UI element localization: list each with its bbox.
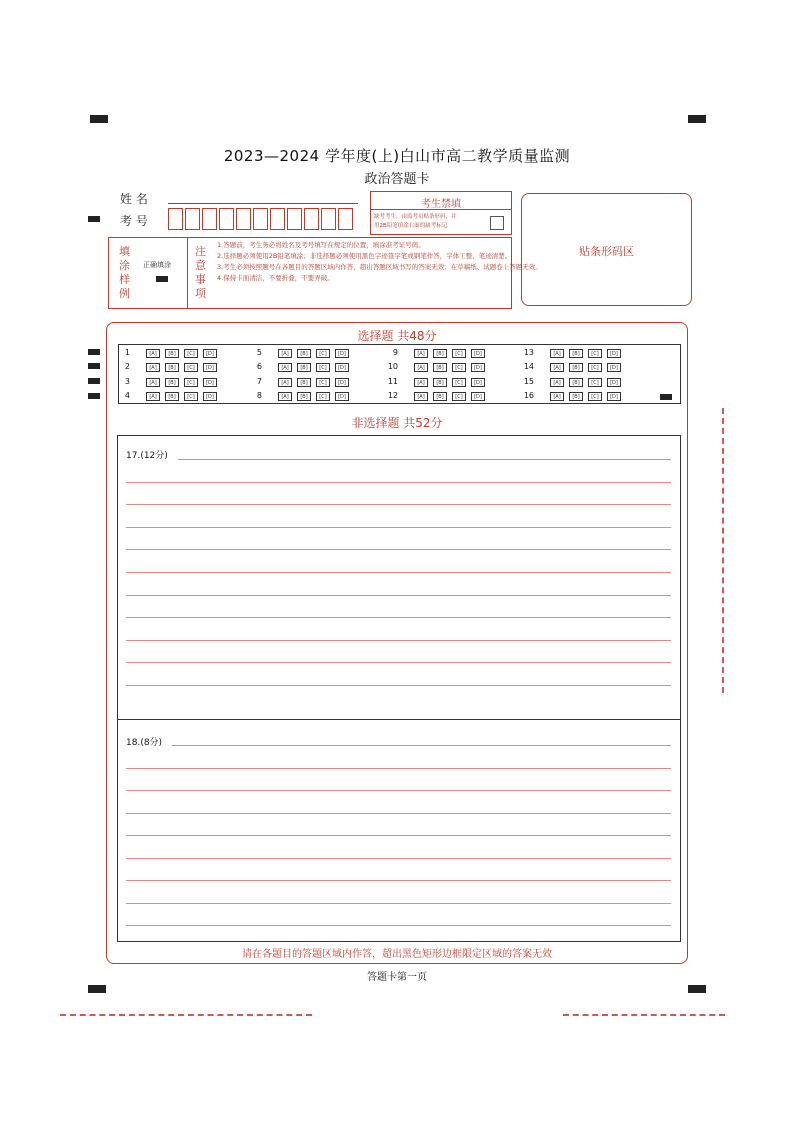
option-b-bubble[interactable]: [B] xyxy=(165,349,179,358)
question-number: 14 xyxy=(523,362,534,371)
cut-line-bottom-right xyxy=(563,1014,725,1016)
question-number: 13 xyxy=(523,348,534,357)
note-item: 1.答题前，考生务必将姓名及考号填写在规定的位置，填涂准考证号码。 xyxy=(217,241,425,249)
option-d-bubble[interactable]: [D] xyxy=(335,392,349,401)
option-b-bubble[interactable]: [B] xyxy=(297,349,311,358)
question-number: 12 xyxy=(387,391,398,400)
option-a-bubble[interactable]: [A] xyxy=(146,363,160,372)
absent-mark-box[interactable] xyxy=(490,216,504,230)
nonchoice-section-title: 非选择题 共52分 xyxy=(351,416,443,430)
question-number: 3 xyxy=(124,377,130,386)
question-number: 7 xyxy=(256,377,262,386)
answer-line xyxy=(126,572,671,573)
id-digit-box[interactable] xyxy=(338,208,353,230)
option-a-bubble[interactable]: [A] xyxy=(278,363,292,372)
option-c-bubble[interactable]: [C] xyxy=(184,363,198,372)
answer-line xyxy=(126,504,671,505)
option-d-bubble[interactable]: [D] xyxy=(471,378,485,387)
question-number: 11 xyxy=(387,377,398,386)
examiner-box xyxy=(370,191,512,235)
registration-mark-bottom-left xyxy=(88,985,106,993)
answer-line xyxy=(178,459,671,460)
choice-section-title: 选择题 共48分 xyxy=(357,329,437,343)
registration-mark-top-left xyxy=(90,115,108,123)
examiner-box-title: 考生禁填 xyxy=(421,199,461,210)
answer-line xyxy=(126,835,671,836)
name-label: 姓 名 xyxy=(120,192,148,206)
option-c-bubble[interactable]: [C] xyxy=(452,378,466,387)
option-c-bubble[interactable]: [C] xyxy=(316,349,330,358)
question-number: 1 xyxy=(124,348,130,357)
option-d-bubble[interactable]: [D] xyxy=(335,378,349,387)
barcode-area xyxy=(521,193,692,306)
option-a-bubble[interactable]: [A] xyxy=(278,349,292,358)
timing-mark xyxy=(88,363,100,369)
fill-example-label: 填涂样例 xyxy=(119,245,130,300)
notes-label: 注意事项 xyxy=(195,245,206,300)
option-a-bubble[interactable]: [A] xyxy=(146,349,160,358)
option-c-bubble[interactable]: [C] xyxy=(452,363,466,372)
option-d-bubble[interactable]: [D] xyxy=(203,349,217,358)
page-label: 答题卡第一页 xyxy=(367,972,427,983)
option-b-bubble[interactable]: [B] xyxy=(297,392,311,401)
cut-line-right xyxy=(722,408,724,693)
option-a-bubble[interactable]: [A] xyxy=(414,349,428,358)
answer-line xyxy=(126,595,671,596)
answer-line xyxy=(126,662,671,663)
answer-line xyxy=(126,685,671,686)
option-b-bubble[interactable]: [B] xyxy=(569,363,583,372)
answer-line xyxy=(126,549,671,550)
timing-mark xyxy=(88,216,100,222)
option-a-bubble[interactable]: [A] xyxy=(550,363,564,372)
id-digit-box[interactable] xyxy=(304,208,319,230)
correct-fill-mark xyxy=(156,276,168,282)
question-number: 9 xyxy=(392,348,398,357)
option-a-bubble[interactable]: [A] xyxy=(146,392,160,401)
option-c-bubble[interactable]: [C] xyxy=(184,392,198,401)
q18-answer-box[interactable] xyxy=(117,719,681,942)
option-c-bubble[interactable]: [C] xyxy=(184,349,198,358)
question-number: 8 xyxy=(256,391,262,400)
option-a-bubble[interactable]: [A] xyxy=(278,378,292,387)
note-item: 2.选择题必须使用2B铅笔填涂；非选择题必须使用黑色字迹签字笔或钢笔作答，字体工整、笔迹清楚。 xyxy=(217,252,512,260)
correct-fill-label: 正确填涂 xyxy=(143,261,171,269)
answer-line xyxy=(126,790,671,791)
option-c-bubble[interactable]: [C] xyxy=(452,392,466,401)
note-item: 3.考生必须按照题号在各题目的答题区域内作答，超出答题区域书写的答案无效；在草稿纸、试题卷上答题无效。 xyxy=(217,263,542,271)
option-c-bubble[interactable]: [C] xyxy=(588,378,602,387)
answer-line xyxy=(126,903,671,904)
option-c-bubble[interactable]: [C] xyxy=(588,363,602,372)
option-b-bubble[interactable]: [B] xyxy=(165,378,179,387)
question-number: 16 xyxy=(523,391,534,400)
timing-mark xyxy=(88,378,100,384)
option-d-bubble[interactable]: [D] xyxy=(203,392,217,401)
option-b-bubble[interactable]: [B] xyxy=(165,363,179,372)
examiner-box-text: 用2B铅笔填涂右面的缺考标记 xyxy=(374,223,448,229)
answer-line xyxy=(126,768,671,769)
option-c-bubble[interactable]: [C] xyxy=(184,378,198,387)
exam-title: 2023—2024 学年度(上)白山市高二教学质量监测 xyxy=(223,147,571,165)
option-d-bubble[interactable]: [D] xyxy=(471,392,485,401)
option-b-bubble[interactable]: [B] xyxy=(569,378,583,387)
answer-line xyxy=(126,640,671,641)
question-number: 4 xyxy=(124,391,130,400)
answer-line xyxy=(126,858,671,859)
option-d-bubble[interactable]: [D] xyxy=(335,363,349,372)
examiner-box-text: 缺考考生，由监考员贴条形码，并 xyxy=(374,214,457,220)
registration-mark-top-right xyxy=(688,115,706,123)
option-d-bubble[interactable]: [D] xyxy=(471,349,485,358)
option-c-bubble[interactable]: [C] xyxy=(316,392,330,401)
footer-warning: 请在各题目的答题区域内作答，超出黑色矩形边框限定区域的答案无效 xyxy=(242,949,552,960)
question-number: 6 xyxy=(256,362,262,371)
option-d-bubble[interactable]: [D] xyxy=(607,349,621,358)
id-label: 考 号 xyxy=(120,214,148,228)
answer-line xyxy=(126,880,671,881)
option-a-bubble[interactable]: [A] xyxy=(550,349,564,358)
id-digit-box[interactable] xyxy=(236,208,251,230)
option-d-bubble[interactable]: [D] xyxy=(203,378,217,387)
answer-line xyxy=(126,527,671,528)
option-a-bubble[interactable]: [A] xyxy=(414,378,428,387)
option-d-bubble[interactable]: [D] xyxy=(335,349,349,358)
question-number: 2 xyxy=(124,362,130,371)
notes-panel xyxy=(108,237,542,309)
id-digit-box[interactable] xyxy=(185,208,200,230)
answer-line xyxy=(126,482,671,483)
q17-label: 17.(12分) xyxy=(126,451,168,461)
option-c-bubble[interactable]: [C] xyxy=(316,363,330,372)
answer-line xyxy=(126,813,671,814)
option-d-bubble[interactable]: [D] xyxy=(607,392,621,401)
id-digit-box[interactable] xyxy=(253,208,268,230)
option-d-bubble[interactable]: [D] xyxy=(607,363,621,372)
cut-line-bottom-left xyxy=(60,1014,312,1016)
question-number: 10 xyxy=(387,362,398,371)
timing-mark xyxy=(88,393,100,399)
option-b-bubble[interactable]: [B] xyxy=(433,363,447,372)
option-b-bubble[interactable]: [B] xyxy=(297,378,311,387)
note-item: 4.保持卡面清洁，不要折叠，不要弄破。 xyxy=(217,274,334,282)
answer-line xyxy=(126,925,671,926)
option-a-bubble[interactable]: [A] xyxy=(414,392,428,401)
name-field[interactable] xyxy=(168,203,358,204)
id-digit-box[interactable] xyxy=(270,208,285,230)
option-c-bubble[interactable]: [C] xyxy=(452,349,466,358)
id-digit-box[interactable] xyxy=(202,208,217,230)
id-digit-box[interactable] xyxy=(287,208,302,230)
option-b-bubble[interactable]: [B] xyxy=(433,392,447,401)
option-c-bubble[interactable]: [C] xyxy=(588,349,602,358)
option-b-bubble[interactable]: [B] xyxy=(569,349,583,358)
id-digit-box[interactable] xyxy=(219,208,234,230)
q18-label: 18.(8分) xyxy=(126,738,163,748)
id-digit-box[interactable] xyxy=(321,208,336,230)
option-b-bubble[interactable]: [B] xyxy=(433,378,447,387)
timing-mark xyxy=(88,349,100,355)
option-c-bubble[interactable]: [C] xyxy=(588,392,602,401)
id-digit-box[interactable] xyxy=(168,208,183,230)
question-number: 5 xyxy=(256,348,262,357)
option-b-bubble[interactable]: [B] xyxy=(297,363,311,372)
option-b-bubble[interactable]: [B] xyxy=(433,349,447,358)
option-b-bubble[interactable]: [B] xyxy=(165,392,179,401)
option-c-bubble[interactable]: [C] xyxy=(316,378,330,387)
registration-mark-bottom-right xyxy=(688,985,706,993)
option-b-bubble[interactable]: [B] xyxy=(569,392,583,401)
option-a-bubble[interactable]: [A] xyxy=(550,378,564,387)
question-number: 15 xyxy=(523,377,534,386)
option-d-bubble[interactable]: [D] xyxy=(203,363,217,372)
option-d-bubble[interactable]: [D] xyxy=(607,378,621,387)
barcode-area-label: 贴条形码区 xyxy=(579,245,634,258)
card-subtitle: 政治答题卡 xyxy=(364,172,430,187)
answer-line xyxy=(126,617,671,618)
answer-line xyxy=(172,745,671,746)
option-a-bubble[interactable]: [A] xyxy=(414,363,428,372)
option-a-bubble[interactable]: [A] xyxy=(278,392,292,401)
q17-answer-box[interactable] xyxy=(117,435,681,720)
option-d-bubble[interactable]: [D] xyxy=(471,363,485,372)
option-a-bubble[interactable]: [A] xyxy=(146,378,160,387)
option-a-bubble[interactable]: [A] xyxy=(550,392,564,401)
